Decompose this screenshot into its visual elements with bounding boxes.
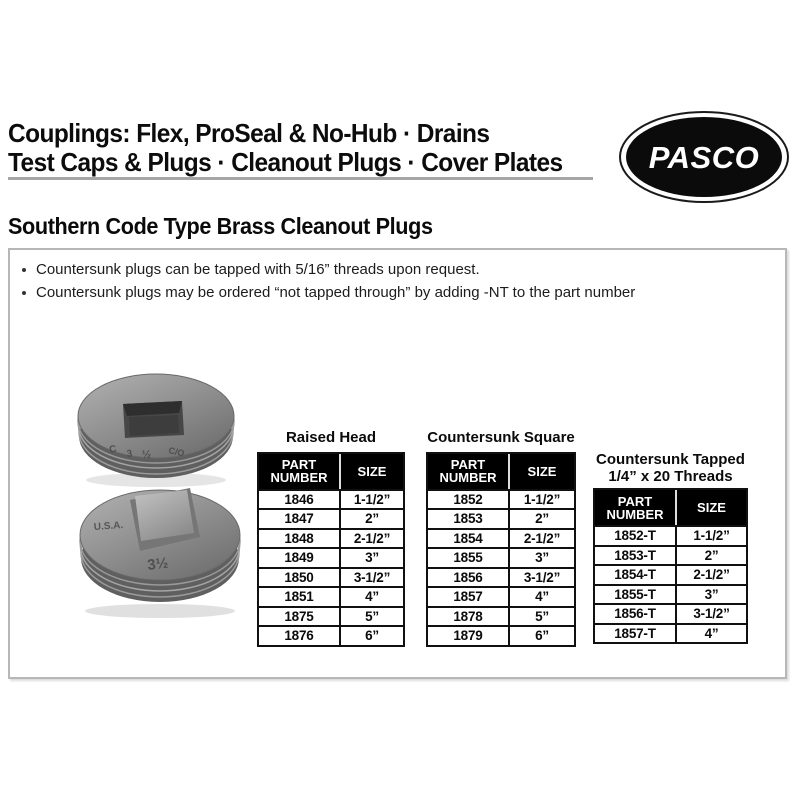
bottom-plug-shadow	[85, 604, 235, 618]
column-header-part-number: PART NUMBER	[259, 454, 339, 489]
note-text: Countersunk plugs can be tapped with 5/16” threads upon request.	[36, 261, 480, 278]
part-number-cell: 1851	[259, 586, 339, 606]
header-line-2: Test Caps & Plugs · Cleanout Plugs · Cover Plates	[8, 147, 563, 177]
size-cell: 5”	[508, 606, 574, 626]
header-product-lines	[8, 119, 563, 177]
size-cell: 2-1/2”	[508, 528, 574, 548]
part-number-cell: 1850	[259, 567, 339, 587]
size-cell: 6”	[508, 625, 574, 645]
part-number-cell: 1854	[428, 528, 508, 548]
size-cell: 2-1/2”	[339, 528, 403, 548]
size-cell: 1-1/2”	[339, 489, 403, 509]
top-plug-stamp: C/O	[167, 445, 186, 459]
part-number-cell: 1849	[259, 547, 339, 567]
column-header-size: SIZE	[508, 454, 574, 489]
top-plug-socket-floor	[129, 415, 179, 436]
part-number-cell: 1846	[259, 489, 339, 509]
countersunk-tapped-section	[593, 452, 748, 644]
size-cell: 3”	[508, 547, 574, 567]
notes-list	[22, 258, 635, 304]
size-cell: 3”	[675, 584, 746, 604]
note-text: Countersunk plugs may be ordered “not tapped through” by adding -NT to the part number	[36, 284, 636, 301]
bullet-icon	[22, 268, 26, 272]
part-number-cell: 1879	[428, 625, 508, 645]
size-cell: 2”	[339, 508, 403, 528]
table-title: Countersunk Square	[427, 429, 575, 446]
raised-head-table	[257, 452, 405, 647]
column-header-part-number: PART NUMBER	[428, 454, 508, 489]
size-cell: 3-1/2”	[508, 567, 574, 587]
part-number-cell: 1855-T	[595, 584, 675, 604]
size-cell: 4”	[508, 586, 574, 606]
size-cell: 3”	[339, 547, 403, 567]
page-title: Southern Code Type Brass Cleanout Plugs	[8, 213, 433, 239]
size-cell: 4”	[339, 586, 403, 606]
part-number-cell: 1876	[259, 625, 339, 645]
size-cell: 2”	[508, 508, 574, 528]
part-number-cell: 1875	[259, 606, 339, 626]
bullet-icon	[22, 291, 26, 295]
pasco-logo	[618, 110, 790, 204]
bottom-plug-stamp-usa: U.S.A.	[93, 519, 124, 533]
top-plug-stamp: 3	[126, 448, 133, 460]
size-cell: 1-1/2”	[508, 489, 574, 509]
part-number-cell: 1855	[428, 547, 508, 567]
top-plug-stamp: ½	[141, 448, 152, 461]
part-number-cell: 1856	[428, 567, 508, 587]
top-plug-stamp: C	[108, 443, 118, 456]
countersunk-tapped-table	[593, 488, 748, 644]
part-number-cell: 1848	[259, 528, 339, 548]
part-number-cell: 1854-T	[595, 564, 675, 584]
part-number-cell: 1852-T	[595, 525, 675, 545]
table-title: Raised Head	[285, 429, 377, 446]
logo-text: PASCO	[648, 140, 760, 175]
product-photo	[48, 360, 268, 630]
note-item	[22, 281, 635, 304]
part-number-cell: 1856-T	[595, 603, 675, 623]
part-number-cell: 1852	[428, 489, 508, 509]
size-cell: 4”	[675, 623, 746, 643]
table-title: Countersunk Tapped	[596, 451, 745, 468]
top-plug-countersunk	[78, 374, 234, 487]
size-cell: 2”	[675, 545, 746, 565]
part-number-cell: 1853	[428, 508, 508, 528]
size-cell: 1-1/2”	[675, 525, 746, 545]
part-number-cell: 1853-T	[595, 545, 675, 565]
size-cell: 3-1/2”	[675, 603, 746, 623]
bottom-plug-raised-head	[80, 488, 240, 618]
countersunk-square-table	[426, 452, 576, 647]
part-number-cell: 1878	[428, 606, 508, 626]
column-header-size: SIZE	[675, 490, 746, 525]
countersunk-square-section	[426, 430, 576, 647]
header-divider	[8, 177, 593, 180]
size-cell: 6”	[339, 625, 403, 645]
table-subtitle: 1/4” x 20 Threads	[608, 467, 733, 485]
column-header-size: SIZE	[339, 454, 403, 489]
part-number-cell: 1857	[428, 586, 508, 606]
bottom-plug-boss-top	[135, 490, 194, 541]
size-cell: 2-1/2”	[675, 564, 746, 584]
part-number-cell: 1847	[259, 508, 339, 528]
bottom-plug-stamp-size: 3½	[146, 554, 170, 574]
raised-head-section	[257, 430, 405, 647]
column-header-part-number: PART NUMBER	[595, 490, 675, 525]
note-item	[22, 258, 635, 281]
size-cell: 3-1/2”	[339, 567, 403, 587]
header-line-1: Couplings: Flex, ProSeal & No-Hub · Drains	[8, 118, 490, 148]
size-cell: 5”	[339, 606, 403, 626]
part-number-cell: 1857-T	[595, 623, 675, 643]
